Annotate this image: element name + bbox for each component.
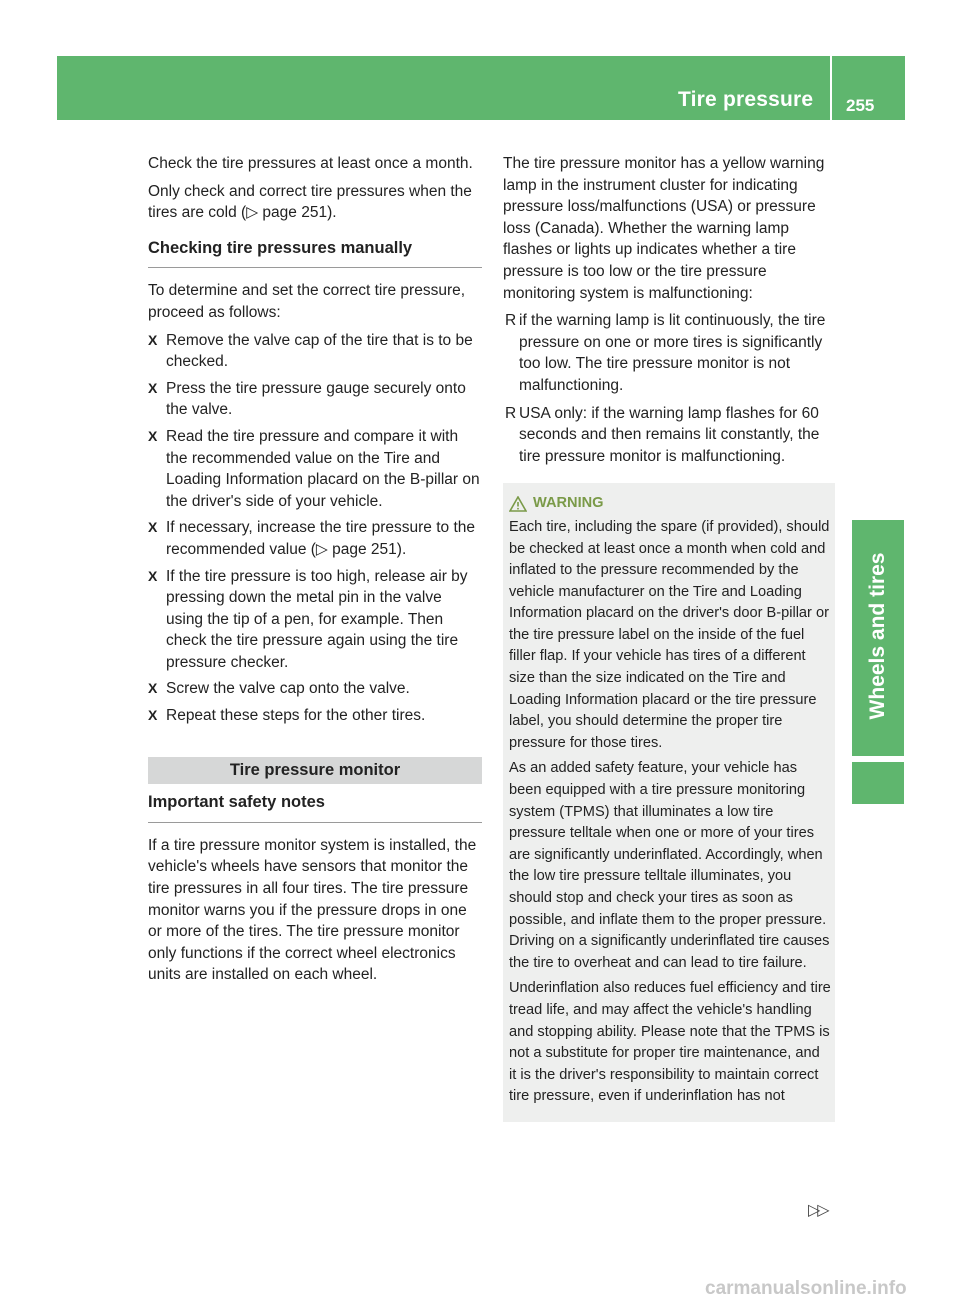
heading-checking-manually: Checking tire pressures manually xyxy=(148,238,482,269)
monitor-paragraph: The tire pressure monitor has a yellow warning lamp in the instrument cluster for indicating pressure loss/malfunctions (USA) or pressure loss (Canada). Whether the warning lamp flashes or lights up indicates whether a tire pressure is too low or the tire pressure monitoring system is malfunctioning: xyxy=(503,155,825,302)
left-column xyxy=(148,153,482,992)
step-item xyxy=(148,678,482,700)
step-marker-icon: X xyxy=(148,707,158,724)
safety-paragraph: If a tire pressure monitor system is installed, the vehicle's wheels have sensors that monitor the tire pressures in all four tires. The tire pressure monitor warns you if the pressure drops in one or more of the tires. The tire pressure monitor only functions if the correct wheel electronics units are installed on each wheel. xyxy=(148,836,477,984)
step-item xyxy=(148,705,482,727)
step-text: Press the tire pressure gauge securely onto the valve. xyxy=(166,379,466,419)
header-divider xyxy=(830,56,832,120)
bullet-marker-icon: R xyxy=(505,404,517,422)
step-marker-icon: X xyxy=(148,427,158,444)
section-title: Tire pressure monitor xyxy=(229,760,401,779)
right-column xyxy=(503,153,835,1122)
step-text: Screw the valve cap onto the valve. xyxy=(166,680,410,698)
step-list xyxy=(148,330,482,727)
chapter-tab-block xyxy=(852,762,904,804)
page-number: 255 xyxy=(846,96,875,115)
step-text: Remove the valve cap of the tire that is to be checked. xyxy=(166,331,473,371)
page-section-title: Tire pressure xyxy=(678,88,814,111)
step-marker-icon: X xyxy=(148,379,158,396)
bullet-marker-icon: R xyxy=(505,312,517,330)
heading-safety-notes: Important safety notes xyxy=(148,792,482,823)
warning-header xyxy=(509,493,831,515)
warning-paragraph: Each tire, including the spare (if provided), should be checked at least once a month when cold and inflated to the pressure recommended by the vehicle manufacturer on the Tire and Loading Information placard on the driver's door B-pillar or the tire pressure label on the inside of the fuel filler flap. If your vehicle has tires of a different size than the size indicated on the Tire and Loading Information placard or the tire pressure label, you should determine the proper tire pressure for those tires. xyxy=(509,518,830,751)
step-item xyxy=(148,517,482,560)
step-item xyxy=(148,330,482,373)
section-title-bar xyxy=(148,757,482,785)
watermark: carmanualsonline.info xyxy=(705,1278,907,1299)
step-text: If necessary, increase the tire pressure to the recommended value (▷ page 251). xyxy=(166,519,476,558)
step-marker-icon: X xyxy=(148,519,158,536)
continued-arrows-icon: ▷▷ xyxy=(808,1202,827,1219)
step-marker-icon: X xyxy=(148,567,158,584)
step-marker-icon: X xyxy=(148,331,158,348)
warning-box xyxy=(503,483,835,1122)
step-marker-icon: X xyxy=(148,680,158,697)
step-item xyxy=(148,426,482,512)
warning-triangle-icon xyxy=(509,496,527,512)
bullet-item xyxy=(503,310,835,396)
warning-paragraph: Underinflation also reduces fuel efficiency and tire tread life, and may affect the vehicle's handling and stopping ability. Please note that the TPMS is not a substitute for proper tire maintenance, and it is the driver's responsibility to maintain correct tire pressure, even if underinflation has not xyxy=(509,980,831,1105)
bullet-text: USA only: if the warning lamp flashes for 60 seconds and then remains lit constantly, the tire pressure monitor is malfunctioning. xyxy=(519,404,820,465)
cold-tires-paragraph: Only check and correct tire pressures when the tires are cold (▷ page 251). xyxy=(148,182,472,222)
warning-title: WARNING xyxy=(533,495,604,512)
step-text: If the tire pressure is too high, release air by pressing down the metal pin in the valve using the tip of a pen, for example. Then check the tire pressure again using the tire pressure checker. xyxy=(166,567,468,671)
manual-intro-paragraph: To determine and set the correct tire pressure, proceed as follows: xyxy=(148,282,466,321)
step-item xyxy=(148,566,482,674)
step-item xyxy=(148,378,482,421)
warning-paragraph: As an added safety feature, your vehicle has been equipped with a tire pressure monitoring system (TPMS) that illuminates a low tire pressure telltale when one or more of your tires are significantly underinflated. Accordingly, when the low tire pressure telltale illuminates, you should stop and check your tires as soon as possible, and inflate them to the proper pressure. Driving on a significantly underinflated tire causes the tire to overheat and can lead to tire failure. xyxy=(509,760,830,971)
bullet-list xyxy=(503,310,835,467)
bullet-text: if the warning lamp is lit continuously, the tire pressure on one or more tires is significantly too low. The tire pressure monitor is not malfunctioning. xyxy=(519,312,826,394)
step-text: Read the tire pressure and compare it with the recommended value on the Tire and Loading Information placard on the B-pillar on the driver's side of your vehicle. xyxy=(166,427,480,510)
chapter-tab-label: Wheels and tires xyxy=(866,552,889,720)
bullet-item xyxy=(503,403,835,468)
intro-paragraph: Check the tire pressures at least once a month. xyxy=(148,155,473,172)
step-text: Repeat these steps for the other tires. xyxy=(166,707,426,725)
